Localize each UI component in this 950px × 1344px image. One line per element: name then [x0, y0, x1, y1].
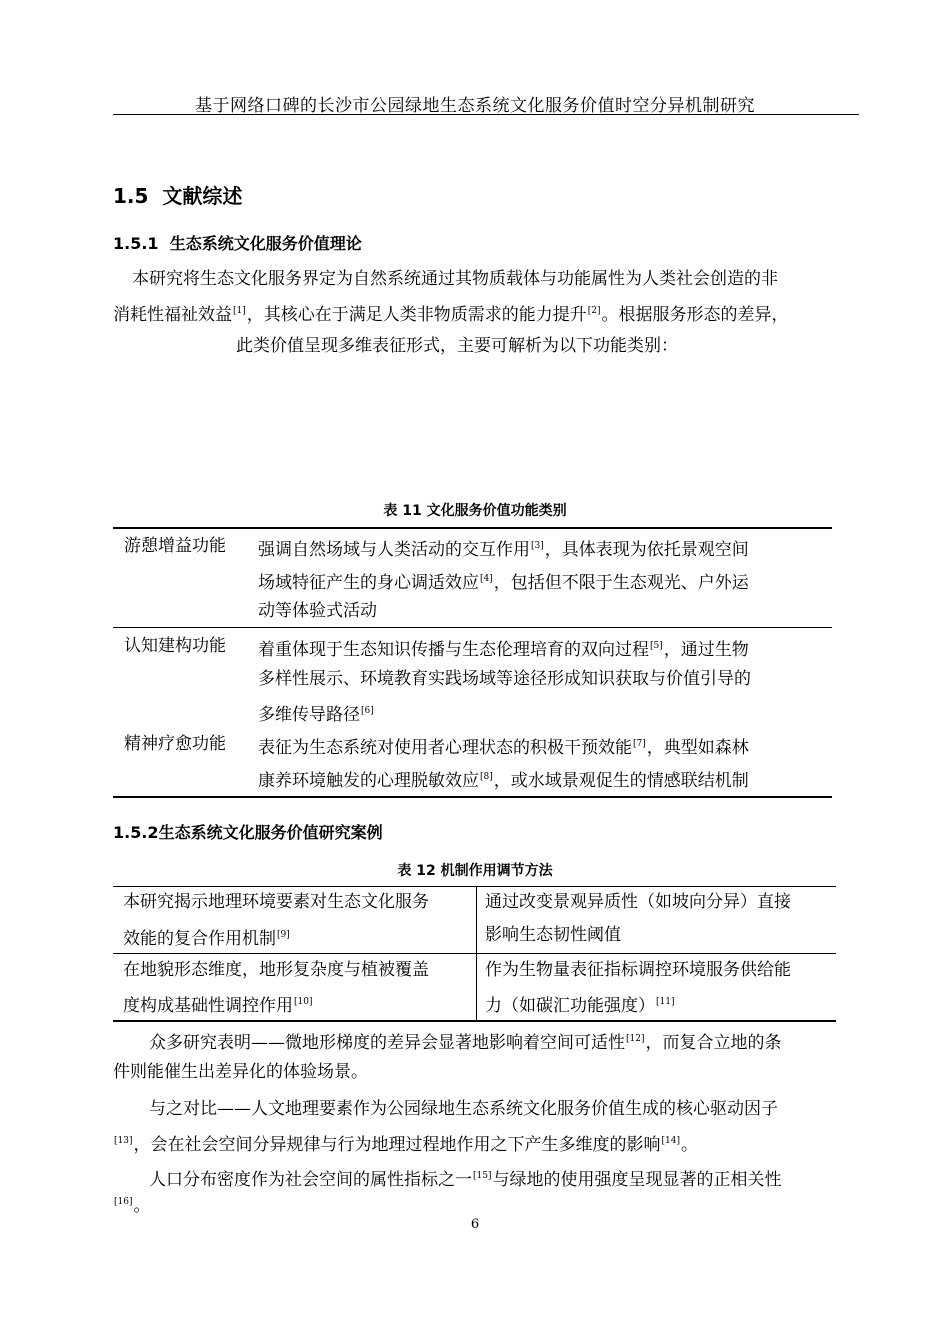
table-desc-line: 多样性展示、环境教育实践场域等途径形成知识获取与价值引导的	[258, 669, 751, 689]
citation[interactable]: [4]	[480, 574, 493, 584]
citation[interactable]: [7]	[633, 739, 646, 749]
paragraph-line: 与之对比——人文地理要素作为公园绿地生态系统文化服务价值生成的核心驱动因子	[149, 1099, 778, 1119]
table-cell-line: 本研究揭示地理环境要素对生态文化服务	[123, 892, 429, 912]
text-run: ，具体表现为依托景观空间	[544, 540, 749, 560]
text-run: 。根据服务形态的差异，	[601, 305, 789, 325]
paragraph-line	[113, 1125, 698, 1161]
table-term: 游憩增益功能	[124, 536, 226, 556]
text-run: ，而复合立地的条	[645, 1033, 782, 1053]
header-rule	[113, 114, 859, 115]
table-desc-line	[258, 563, 749, 599]
subsection-number: 1.5.1	[113, 234, 159, 253]
table-desc-line	[258, 761, 749, 797]
text-run: 表征为生态系统对使用者心理状态的积极干预效能	[258, 738, 632, 758]
paragraph-line: 本研究将生态文化服务界定为自然系统通过其物质载体与功能属性为人类社会创造的非	[132, 269, 778, 289]
page-number: 6	[470, 1217, 480, 1232]
text-run: ，典型如森林	[646, 738, 749, 758]
text-run: ，通过生物	[663, 640, 749, 660]
paragraph-line	[149, 1160, 781, 1196]
section-number: 1.5	[113, 184, 149, 208]
subsection-heading-2	[113, 820, 383, 843]
table-desc-line: 动等体验式活动	[258, 601, 377, 621]
citation[interactable]: [11]	[656, 997, 675, 1007]
citation[interactable]: [12]	[626, 1034, 645, 1044]
text-run: 众多研究表明——微地形梯度的差异会显著地影响着空间可适性	[149, 1033, 625, 1053]
citation[interactable]: [5]	[650, 641, 663, 651]
citation[interactable]: [8]	[480, 772, 493, 782]
subsection-title: 生态系统文化服务价值理论	[169, 234, 362, 253]
table-11-caption: 表 11 文化服务价值功能类别	[383, 503, 567, 519]
citation[interactable]: [16]	[114, 1197, 133, 1207]
text-run: 。	[133, 1196, 151, 1216]
text-run: ，包括但不限于生态观光、户外运	[493, 573, 749, 593]
table-term: 精神疗愈功能	[124, 734, 226, 754]
text-run: ，或水域景观促生的情感联结机制	[493, 771, 749, 791]
text-run: 度构成基础性调控作用	[123, 996, 293, 1016]
citation[interactable]: [2]	[587, 306, 601, 316]
paragraph-line: 件则能催生出差异化的体验场景。	[113, 1062, 368, 1082]
citation[interactable]: [15]	[473, 1171, 492, 1181]
table-bottom-rule	[113, 1020, 836, 1022]
text-run: 人口分布密度作为社会空间的属性指标之一	[149, 1170, 472, 1190]
text-run: 。	[680, 1135, 698, 1155]
citation[interactable]: [10]	[294, 997, 313, 1007]
paragraph-line	[149, 1023, 781, 1059]
citation[interactable]: [13]	[114, 1136, 133, 1146]
table-bottom-rule	[113, 796, 832, 798]
table-desc-line	[258, 630, 749, 666]
text-run: 康养环境触发的心理脱敏效应	[258, 771, 479, 791]
text-run: 与绿地的使用强度呈现显著的正相关性	[492, 1170, 782, 1190]
paragraph-line	[113, 295, 789, 331]
table-cell-line: 作为生物量表征指标调控环境服务供给能	[485, 960, 791, 980]
table-cell-line	[123, 919, 291, 955]
table-cell-line	[123, 986, 313, 1022]
text-run: 力（如碳汇功能强度）	[485, 996, 655, 1016]
citation[interactable]: [9]	[277, 930, 290, 940]
paragraph-line: 此类价值呈现多维表征形式，主要可解析为以下功能类别：	[236, 336, 678, 356]
text-run: 消耗性福祉效益	[113, 305, 232, 325]
subsection-number: 1.5.2	[113, 823, 159, 842]
citation[interactable]: [14]	[661, 1136, 680, 1146]
table-desc-line	[258, 695, 375, 731]
text-run: 效能的复合作用机制	[123, 929, 276, 949]
text-run: ，其核心在于满足人类非物质需求的能力提升	[246, 305, 587, 325]
citation[interactable]: [6]	[361, 706, 374, 716]
table-desc-line	[258, 530, 749, 566]
table-cell-line: 影响生态韧性阈值	[485, 925, 621, 945]
subsection-heading-1	[113, 231, 362, 254]
text-run: 着重体现于生态知识传播与生态伦理培育的双向过程	[258, 640, 649, 660]
section-title: 文献综述	[162, 184, 243, 208]
text-run: ，会在社会空间分异规律与行为地理过程地作用之下产生多维度的影响	[133, 1135, 661, 1155]
table-top-rule	[113, 527, 832, 529]
table-cell-line: 在地貌形态维度，地形复杂度与植被覆盖	[123, 960, 429, 980]
table-12-caption: 表 12 机制作用调节方法	[397, 863, 553, 879]
text-run: 强调自然场域与人类活动的交互作用	[258, 540, 530, 560]
table-term: 认知建构功能	[124, 636, 226, 656]
table-row-rule	[113, 627, 832, 628]
table-desc-line	[258, 728, 749, 764]
text-run: 场域特征产生的身心调适效应	[258, 573, 479, 593]
text-run: 多维传导路径	[258, 705, 360, 725]
section-heading	[113, 180, 242, 209]
citation[interactable]: [1]	[233, 306, 246, 316]
table-cell-line: 通过改变景观异质性（如坡向分异）直接	[485, 892, 791, 912]
citation[interactable]: [3]	[531, 541, 544, 551]
subsection-title: 生态系统文化服务价值研究案例	[158, 823, 383, 842]
table-cell-line	[485, 986, 675, 1022]
running-header: 基于网络口碑的长沙市公园绿地生态系统文化服务价值时空分异机制研究	[195, 96, 755, 116]
